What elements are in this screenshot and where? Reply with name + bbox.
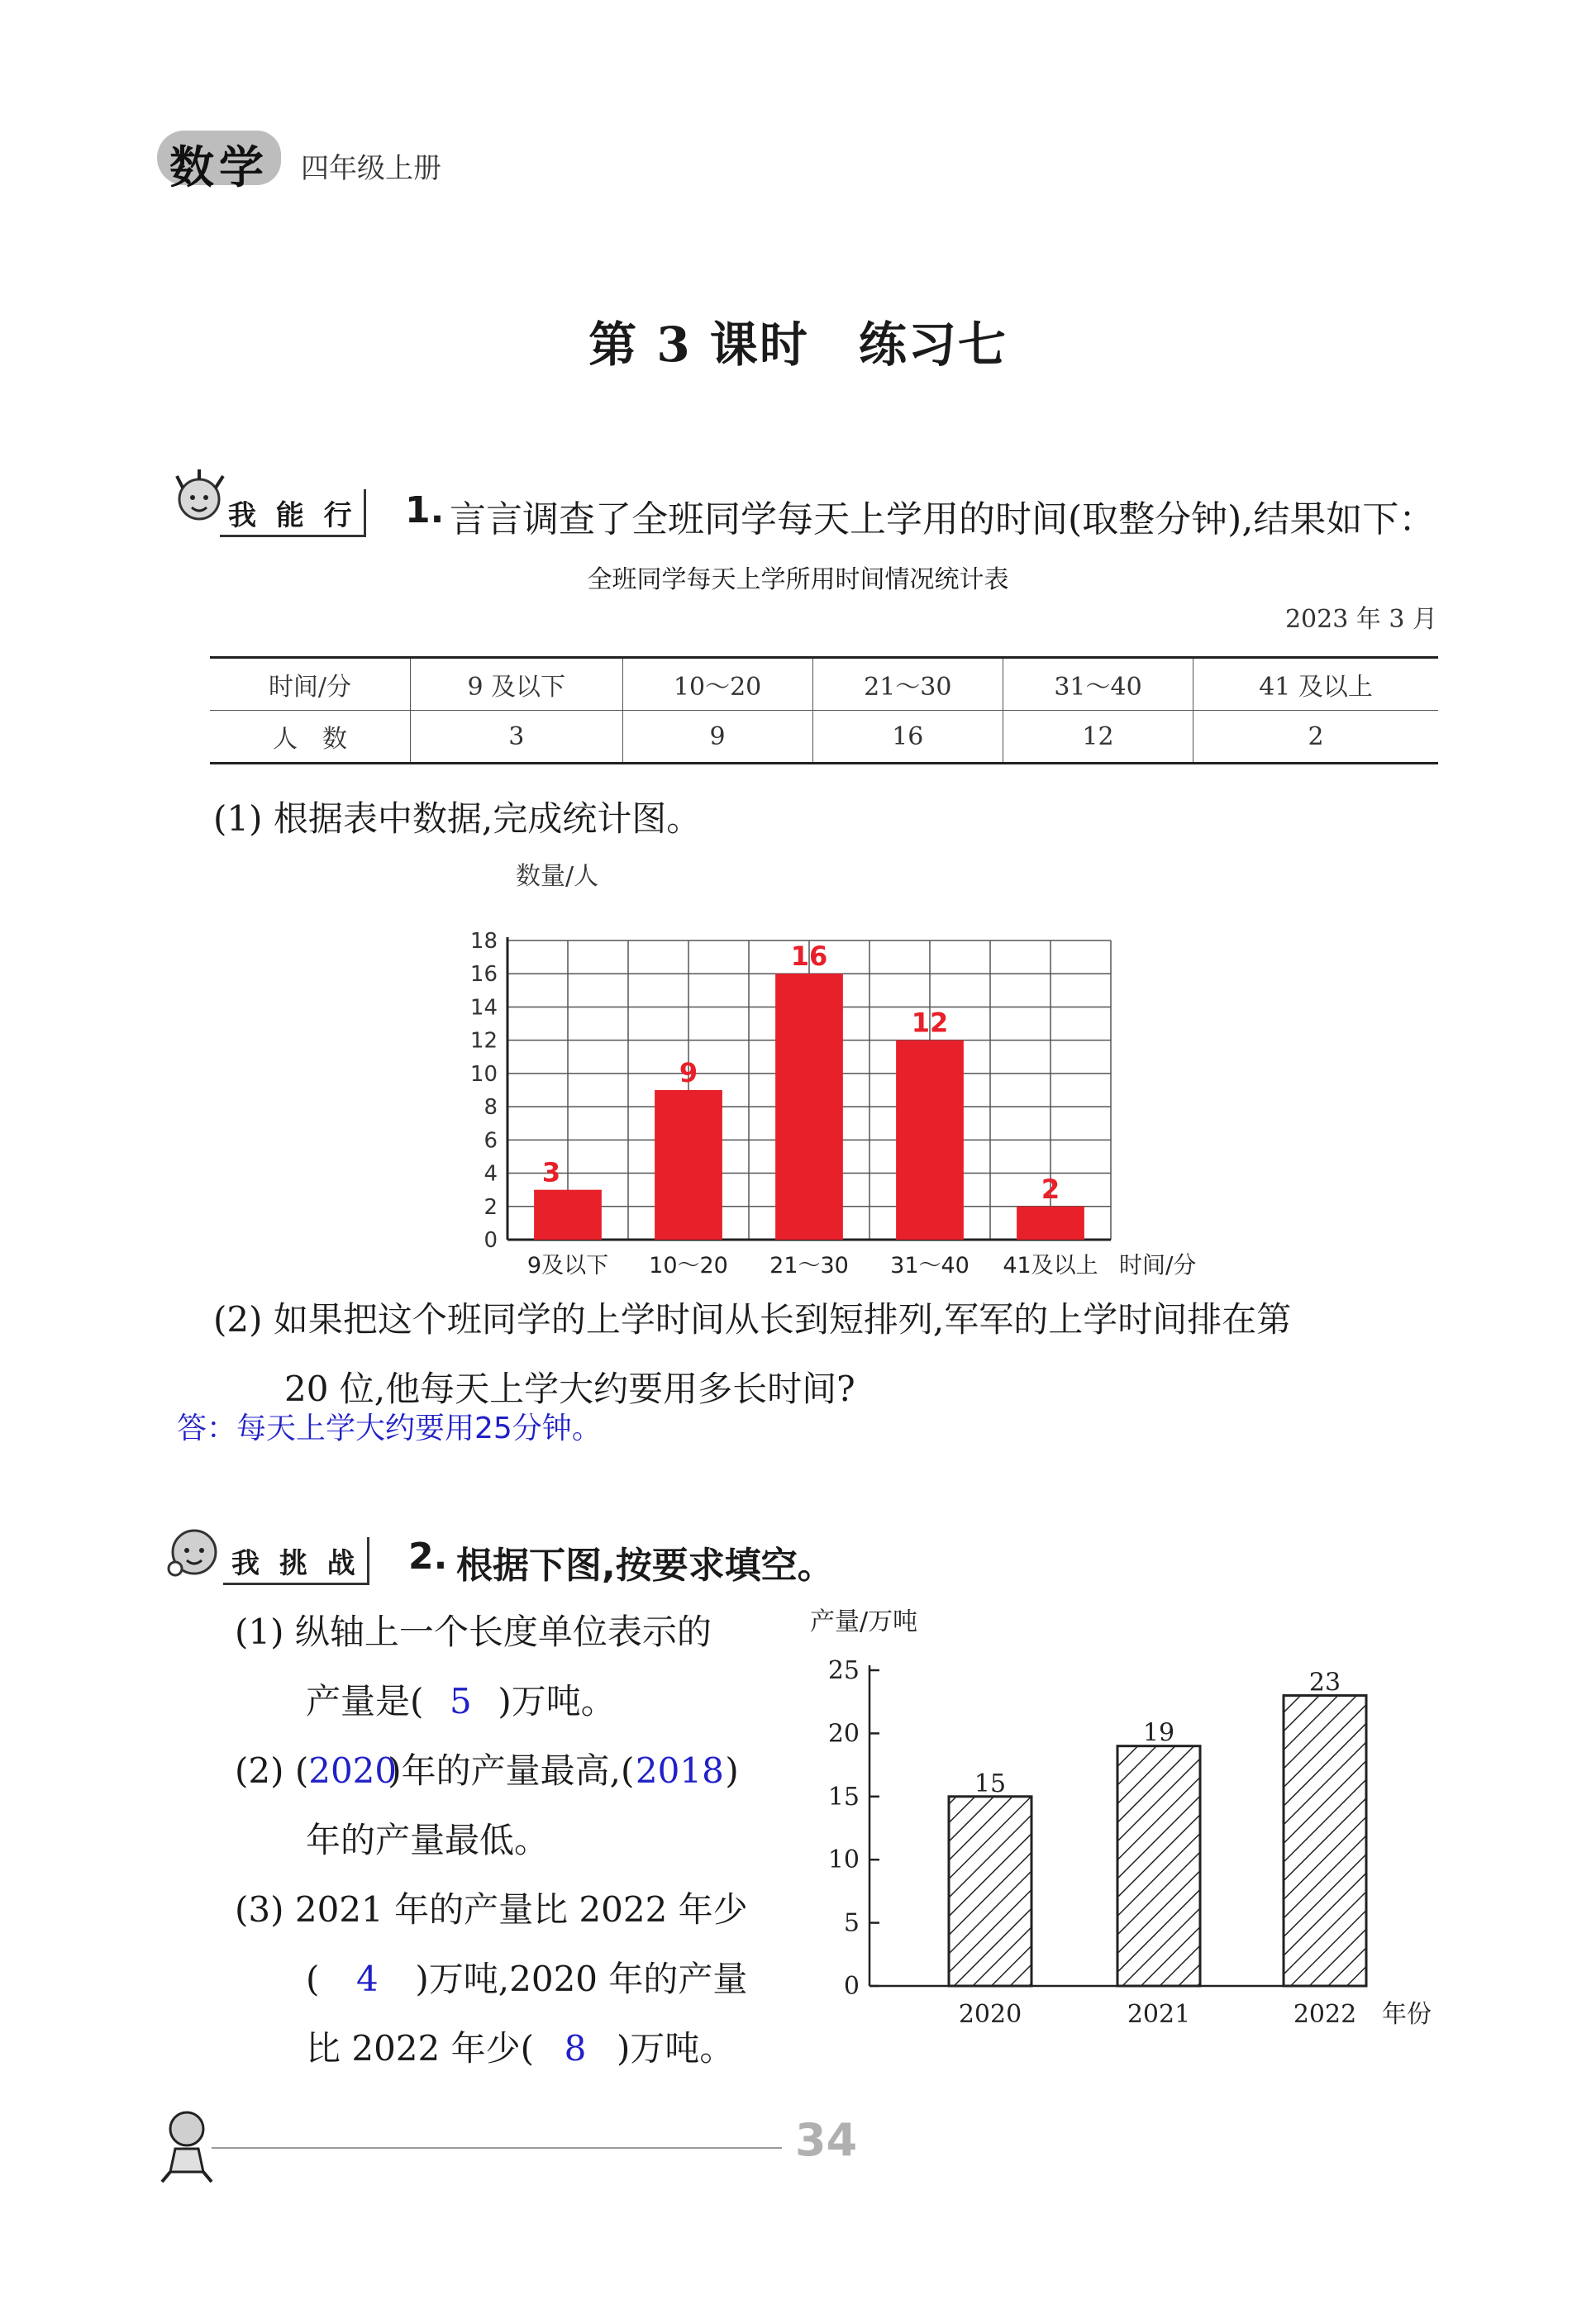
mascot-icon bbox=[157, 1517, 231, 1592]
sub-question-1-2-line1: (2) 如果把这个班同学的上学时间从长到短排列,军军的上学时间排在第 bbox=[213, 1299, 1292, 1340]
bar bbox=[1117, 1746, 1200, 1986]
bar bbox=[775, 974, 843, 1240]
y-tick-label: 18 bbox=[469, 929, 498, 954]
y-axis-label: 产量/万吨 bbox=[810, 1607, 918, 1636]
text-fragment: )万吨。 bbox=[498, 1681, 616, 1721]
answer-1-2: 答：每天上学大约要用25分钟。 bbox=[177, 1412, 602, 1445]
table-header-cell: 时间/分 bbox=[210, 658, 411, 711]
text-fragment: )万吨,2020 年的产量 bbox=[415, 1959, 748, 1999]
bar bbox=[534, 1190, 602, 1240]
y-tick-label: 25 bbox=[827, 1656, 860, 1685]
bar bbox=[949, 1797, 1031, 1986]
y-tick-label: 10 bbox=[469, 1061, 498, 1087]
x-axis-label: 年份 bbox=[1382, 2000, 1432, 2029]
text-fragment: ( bbox=[306, 1959, 320, 1999]
y-tick-label: 20 bbox=[827, 1719, 860, 1749]
text-fragment: 产量是( bbox=[306, 1681, 424, 1721]
y-tick-label: 5 bbox=[843, 1908, 860, 1938]
sub-question-2-3-line2 bbox=[306, 1952, 747, 2002]
table-cell: 12 bbox=[1003, 711, 1193, 764]
y-tick-label: 0 bbox=[484, 1228, 498, 1253]
text-fragment: (2) ( bbox=[235, 1750, 309, 1791]
table-title: 全班同学每天上学所用时间情况统计表 bbox=[587, 565, 1009, 594]
bar-chart-production bbox=[793, 1603, 1455, 2033]
page-number: 34 bbox=[795, 2114, 858, 2166]
x-tick-label: 2022 bbox=[1293, 2000, 1357, 2029]
y-tick-label: 16 bbox=[469, 962, 498, 988]
sub-question-2-3-line1: (3) 2021 年的产量比 2022 年少 bbox=[235, 1889, 748, 1930]
x-tick-label: 41及以上 bbox=[1003, 1253, 1098, 1279]
y-tick-label: 12 bbox=[469, 1028, 498, 1054]
statistics-table bbox=[210, 656, 1438, 764]
sub-question-2-2-line2: 年的产量最低。 bbox=[306, 1820, 550, 1860]
question-1-text: 言言调查了全班同学每天上学用的时间(取整分钟),结果如下： bbox=[450, 498, 1436, 540]
table-cell: 16 bbox=[812, 711, 1003, 764]
table-cell: 31～40 bbox=[1003, 658, 1193, 711]
footer-divider bbox=[212, 2147, 782, 2149]
sub-question-1-1: (1) 根据表中数据,完成统计图。 bbox=[213, 798, 702, 839]
y-tick-label: 14 bbox=[469, 995, 498, 1021]
y-axis-label: 数量/人 bbox=[516, 862, 599, 891]
x-tick-label: 31～40 bbox=[890, 1253, 970, 1279]
sub-question-1-2-line2: 20 位,他每天上学大约要用多长时间? bbox=[284, 1369, 855, 1409]
table-row bbox=[210, 711, 1438, 764]
y-tick-label: 10 bbox=[827, 1845, 860, 1875]
grade-label: 四年级上册 bbox=[301, 152, 441, 185]
answer-blank: 2020 bbox=[308, 1750, 398, 1791]
subject-title: 数学 bbox=[169, 141, 269, 193]
table-cell: 2 bbox=[1193, 711, 1438, 764]
answer-blank: 5 bbox=[450, 1681, 472, 1721]
lesson-title: 第 3 课时 练习七 bbox=[588, 317, 1008, 373]
x-tick-label: 2020 bbox=[958, 2000, 1022, 2029]
x-tick-label: 21～30 bbox=[769, 1253, 849, 1279]
sub-question-2-1-line1: (1) 纵轴上一个长度单位表示的 bbox=[235, 1612, 712, 1652]
y-tick-label: 0 bbox=[843, 1972, 860, 2001]
bar-chart-commute-time bbox=[446, 860, 1240, 1281]
table-row bbox=[210, 658, 1438, 711]
data-label: 16 bbox=[790, 940, 828, 973]
data-label: 19 bbox=[1142, 1718, 1175, 1748]
x-tick-label: 10～20 bbox=[649, 1253, 728, 1279]
table-cell: 3 bbox=[411, 711, 623, 764]
x-axis-label: 时间/分 bbox=[1119, 1251, 1197, 1279]
data-label: 23 bbox=[1308, 1668, 1341, 1698]
sub-question-2-3-line3 bbox=[306, 2021, 734, 2071]
question-1-number: 1. bbox=[405, 489, 445, 531]
data-label: 9 bbox=[679, 1057, 698, 1088]
table-date: 2023 年 3 月 bbox=[1284, 605, 1437, 634]
table-cell: 10～20 bbox=[622, 658, 812, 711]
x-tick-label: 9及以下 bbox=[526, 1253, 609, 1279]
data-label: 15 bbox=[974, 1769, 1007, 1798]
data-label: 3 bbox=[541, 1156, 561, 1188]
y-tick-label: 6 bbox=[484, 1128, 498, 1154]
bar bbox=[1017, 1207, 1084, 1240]
answer-blank: 8 bbox=[564, 2028, 587, 2069]
bar bbox=[1284, 1696, 1366, 1986]
text-fragment: 比 2022 年少( bbox=[306, 2028, 534, 2069]
question-2-text: 根据下图,按要求填空。 bbox=[456, 1545, 834, 1587]
table-header-cell: 人 数 bbox=[210, 711, 411, 764]
bar bbox=[655, 1090, 722, 1240]
y-tick-label: 4 bbox=[484, 1161, 498, 1187]
question-2-number: 2. bbox=[408, 1536, 448, 1578]
data-label: 2 bbox=[1041, 1173, 1060, 1205]
text-fragment: ) bbox=[725, 1750, 739, 1791]
sub-question-2-2-line1 bbox=[235, 1744, 739, 1793]
section-badge-1: 我 能 行 bbox=[220, 489, 366, 537]
table-cell: 9 及以下 bbox=[411, 658, 623, 711]
x-tick-label: 2021 bbox=[1127, 2000, 1191, 2029]
y-tick-label: 8 bbox=[484, 1095, 498, 1121]
y-tick-label: 2 bbox=[484, 1194, 498, 1220]
mascot-footer-icon bbox=[154, 2102, 228, 2185]
sub-question-2-1-line2 bbox=[306, 1674, 616, 1724]
data-label: 12 bbox=[911, 1007, 949, 1039]
text-fragment: )万吨。 bbox=[616, 2028, 735, 2069]
text-fragment: )年的产量最高,( bbox=[388, 1750, 635, 1791]
answer-blank: 2018 bbox=[635, 1750, 724, 1791]
answer-blank: 4 bbox=[356, 1959, 379, 1999]
bar bbox=[896, 1040, 964, 1240]
table-cell: 41 及以上 bbox=[1193, 658, 1438, 711]
table-cell: 9 bbox=[622, 711, 812, 764]
table-cell: 21～30 bbox=[812, 658, 1003, 711]
y-tick-label: 15 bbox=[827, 1782, 860, 1812]
section-badge-2: 我 挑 战 bbox=[223, 1537, 369, 1585]
